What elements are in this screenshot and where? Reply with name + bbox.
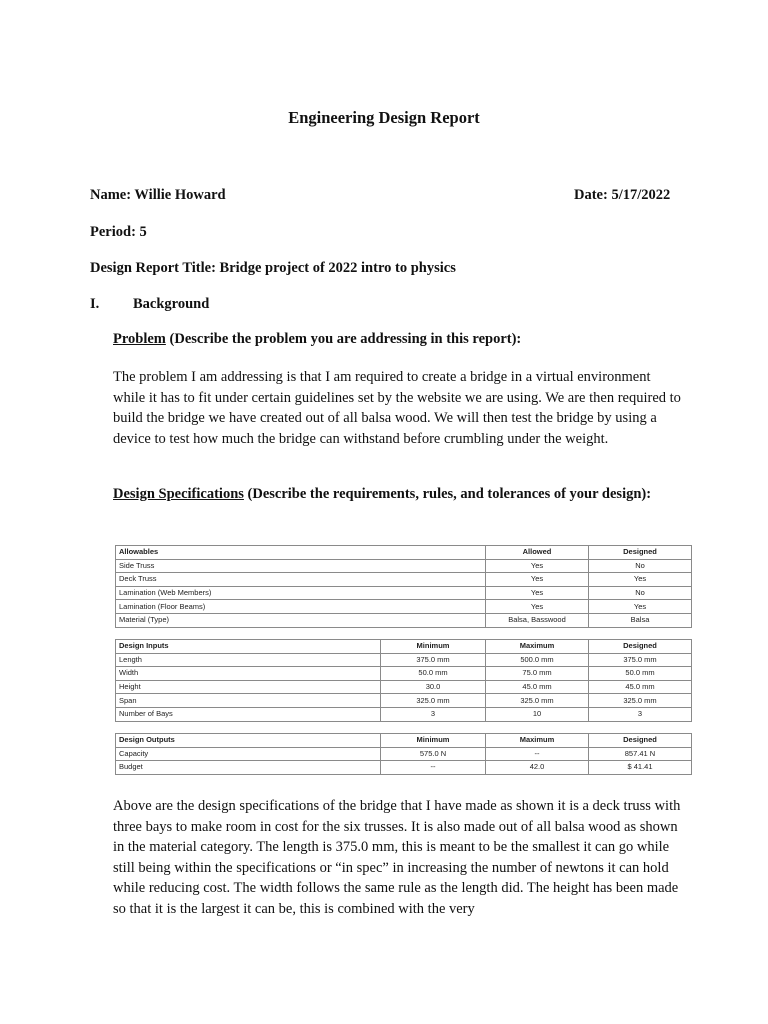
table-cell: Height [116, 680, 381, 694]
table-cell: 50.0 mm [381, 667, 486, 681]
table-cell: 857.41 N [589, 747, 692, 761]
table-cell: Side Truss [116, 559, 486, 573]
specs-heading-note: (Describe the requirements, rules, and tolerances of your design): [243, 486, 652, 502]
table-cell: 10 [486, 707, 589, 721]
section-label: Background [133, 296, 210, 312]
section-number: I. [90, 296, 100, 312]
table-row [116, 680, 692, 694]
table-row [116, 747, 692, 761]
table-row [116, 613, 692, 627]
table-header-cell: Design Inputs [116, 640, 381, 654]
table-cell: 30.0 [381, 680, 486, 694]
table-row [116, 600, 692, 614]
table-cell: Deck Truss [116, 573, 486, 587]
table-header-cell: Maximum [486, 640, 589, 654]
table-cell: No [589, 559, 692, 573]
problem-heading-note: (Describe the problem you are addressing in this report): [165, 331, 522, 347]
table-row [116, 761, 692, 775]
specs-heading-label: Design Specifications [113, 486, 244, 502]
table-cell: Number of Bays [116, 707, 381, 721]
table-row [116, 586, 692, 600]
table-header-cell: Maximum [486, 734, 589, 748]
table-header-cell: Minimum [381, 734, 486, 748]
table-cell: 50.0 mm [589, 667, 692, 681]
table-cell: Material (Type) [116, 613, 486, 627]
table-header-cell: Design Outputs [116, 734, 381, 748]
design-outputs-table [115, 733, 692, 775]
table-cell: Yes [589, 600, 692, 614]
table-cell: Budget [116, 761, 381, 775]
table-header-cell: Designed [589, 640, 692, 654]
design-inputs-table [115, 639, 692, 722]
table-cell: 325.0 mm [486, 694, 589, 708]
table-cell: 42.0 [486, 761, 589, 775]
table-cell: 3 [589, 707, 692, 721]
table-row [116, 667, 692, 681]
table-cell: 375.0 mm [589, 653, 692, 667]
document-title: Engineering Design Report [288, 108, 480, 127]
table-cell: 375.0 mm [381, 653, 486, 667]
table-header-row [116, 640, 692, 654]
table-cell: $ 41.41 [589, 761, 692, 775]
table-cell: -- [381, 761, 486, 775]
table-row [116, 559, 692, 573]
table-cell: 325.0 mm [589, 694, 692, 708]
table-row [116, 707, 692, 721]
table-cell: Balsa, Basswood [486, 613, 589, 627]
problem-heading-label: Problem [113, 331, 166, 347]
table-row [116, 653, 692, 667]
table-row [116, 573, 692, 587]
table-cell: Lamination (Web Members) [116, 586, 486, 600]
table-cell: 575.0 N [381, 747, 486, 761]
table-cell: Yes [486, 600, 589, 614]
table-row [116, 694, 692, 708]
table-cell: Lamination (Floor Beams) [116, 600, 486, 614]
table-header-row [116, 546, 692, 560]
table-cell: Balsa [589, 613, 692, 627]
table-cell: Length [116, 653, 381, 667]
table-header-cell: Designed [589, 546, 692, 560]
specs-heading [113, 486, 651, 503]
table-cell: 325.0 mm [381, 694, 486, 708]
table-header-row [116, 734, 692, 748]
table-cell: Width [116, 667, 381, 681]
table-cell: Capacity [116, 747, 381, 761]
summary-paragraph: Above are the design specifications of the bridge that I have made as shown it is a deck truss with three bays to make room in cost for the six trusses. It is also made out of all balsa wood as shown in the material category. The length is 375.0 mm, this is meant to be the smallest it can go while still being within the specifications or “in spec” in increasing the number of newtons it can hold while reducing cost. The width follows the same rule as the length did. The height has been made so that it is the largest it can be, this is combined with the very [113, 798, 681, 917]
class-period: Period: 5 [90, 224, 147, 240]
problem-heading [113, 331, 521, 348]
table-cell: Yes [486, 573, 589, 587]
table-cell: No [589, 586, 692, 600]
table-header-cell: Allowed [486, 546, 589, 560]
table-cell: 45.0 mm [486, 680, 589, 694]
allowables-table [115, 545, 692, 628]
table-cell: 75.0 mm [486, 667, 589, 681]
table-header-cell: Designed [589, 734, 692, 748]
table-header-cell: Minimum [381, 640, 486, 654]
report-date: Date: 5/17/2022 [574, 187, 671, 203]
table-cell: Yes [486, 586, 589, 600]
table-header-cell: Allowables [116, 546, 486, 560]
problem-paragraph: The problem I am addressing is that I am required to create a bridge in a virtual environment while it has to fit under certain guidelines set by the website we are using. We are then required to build the bridge we have created out of all balsa wood. We will then test the bridge by using a device to test how much the bridge can withstand before crumbling under the weight. [113, 369, 681, 447]
table-cell: 45.0 mm [589, 680, 692, 694]
report-title: Design Report Title: Bridge project of 2022 intro to physics [90, 260, 456, 276]
table-cell: 3 [381, 707, 486, 721]
table-cell: Span [116, 694, 381, 708]
table-cell: -- [486, 747, 589, 761]
table-cell: 500.0 mm [486, 653, 589, 667]
table-cell: Yes [589, 573, 692, 587]
table-cell: Yes [486, 559, 589, 573]
student-name: Name: Willie Howard [90, 187, 226, 203]
